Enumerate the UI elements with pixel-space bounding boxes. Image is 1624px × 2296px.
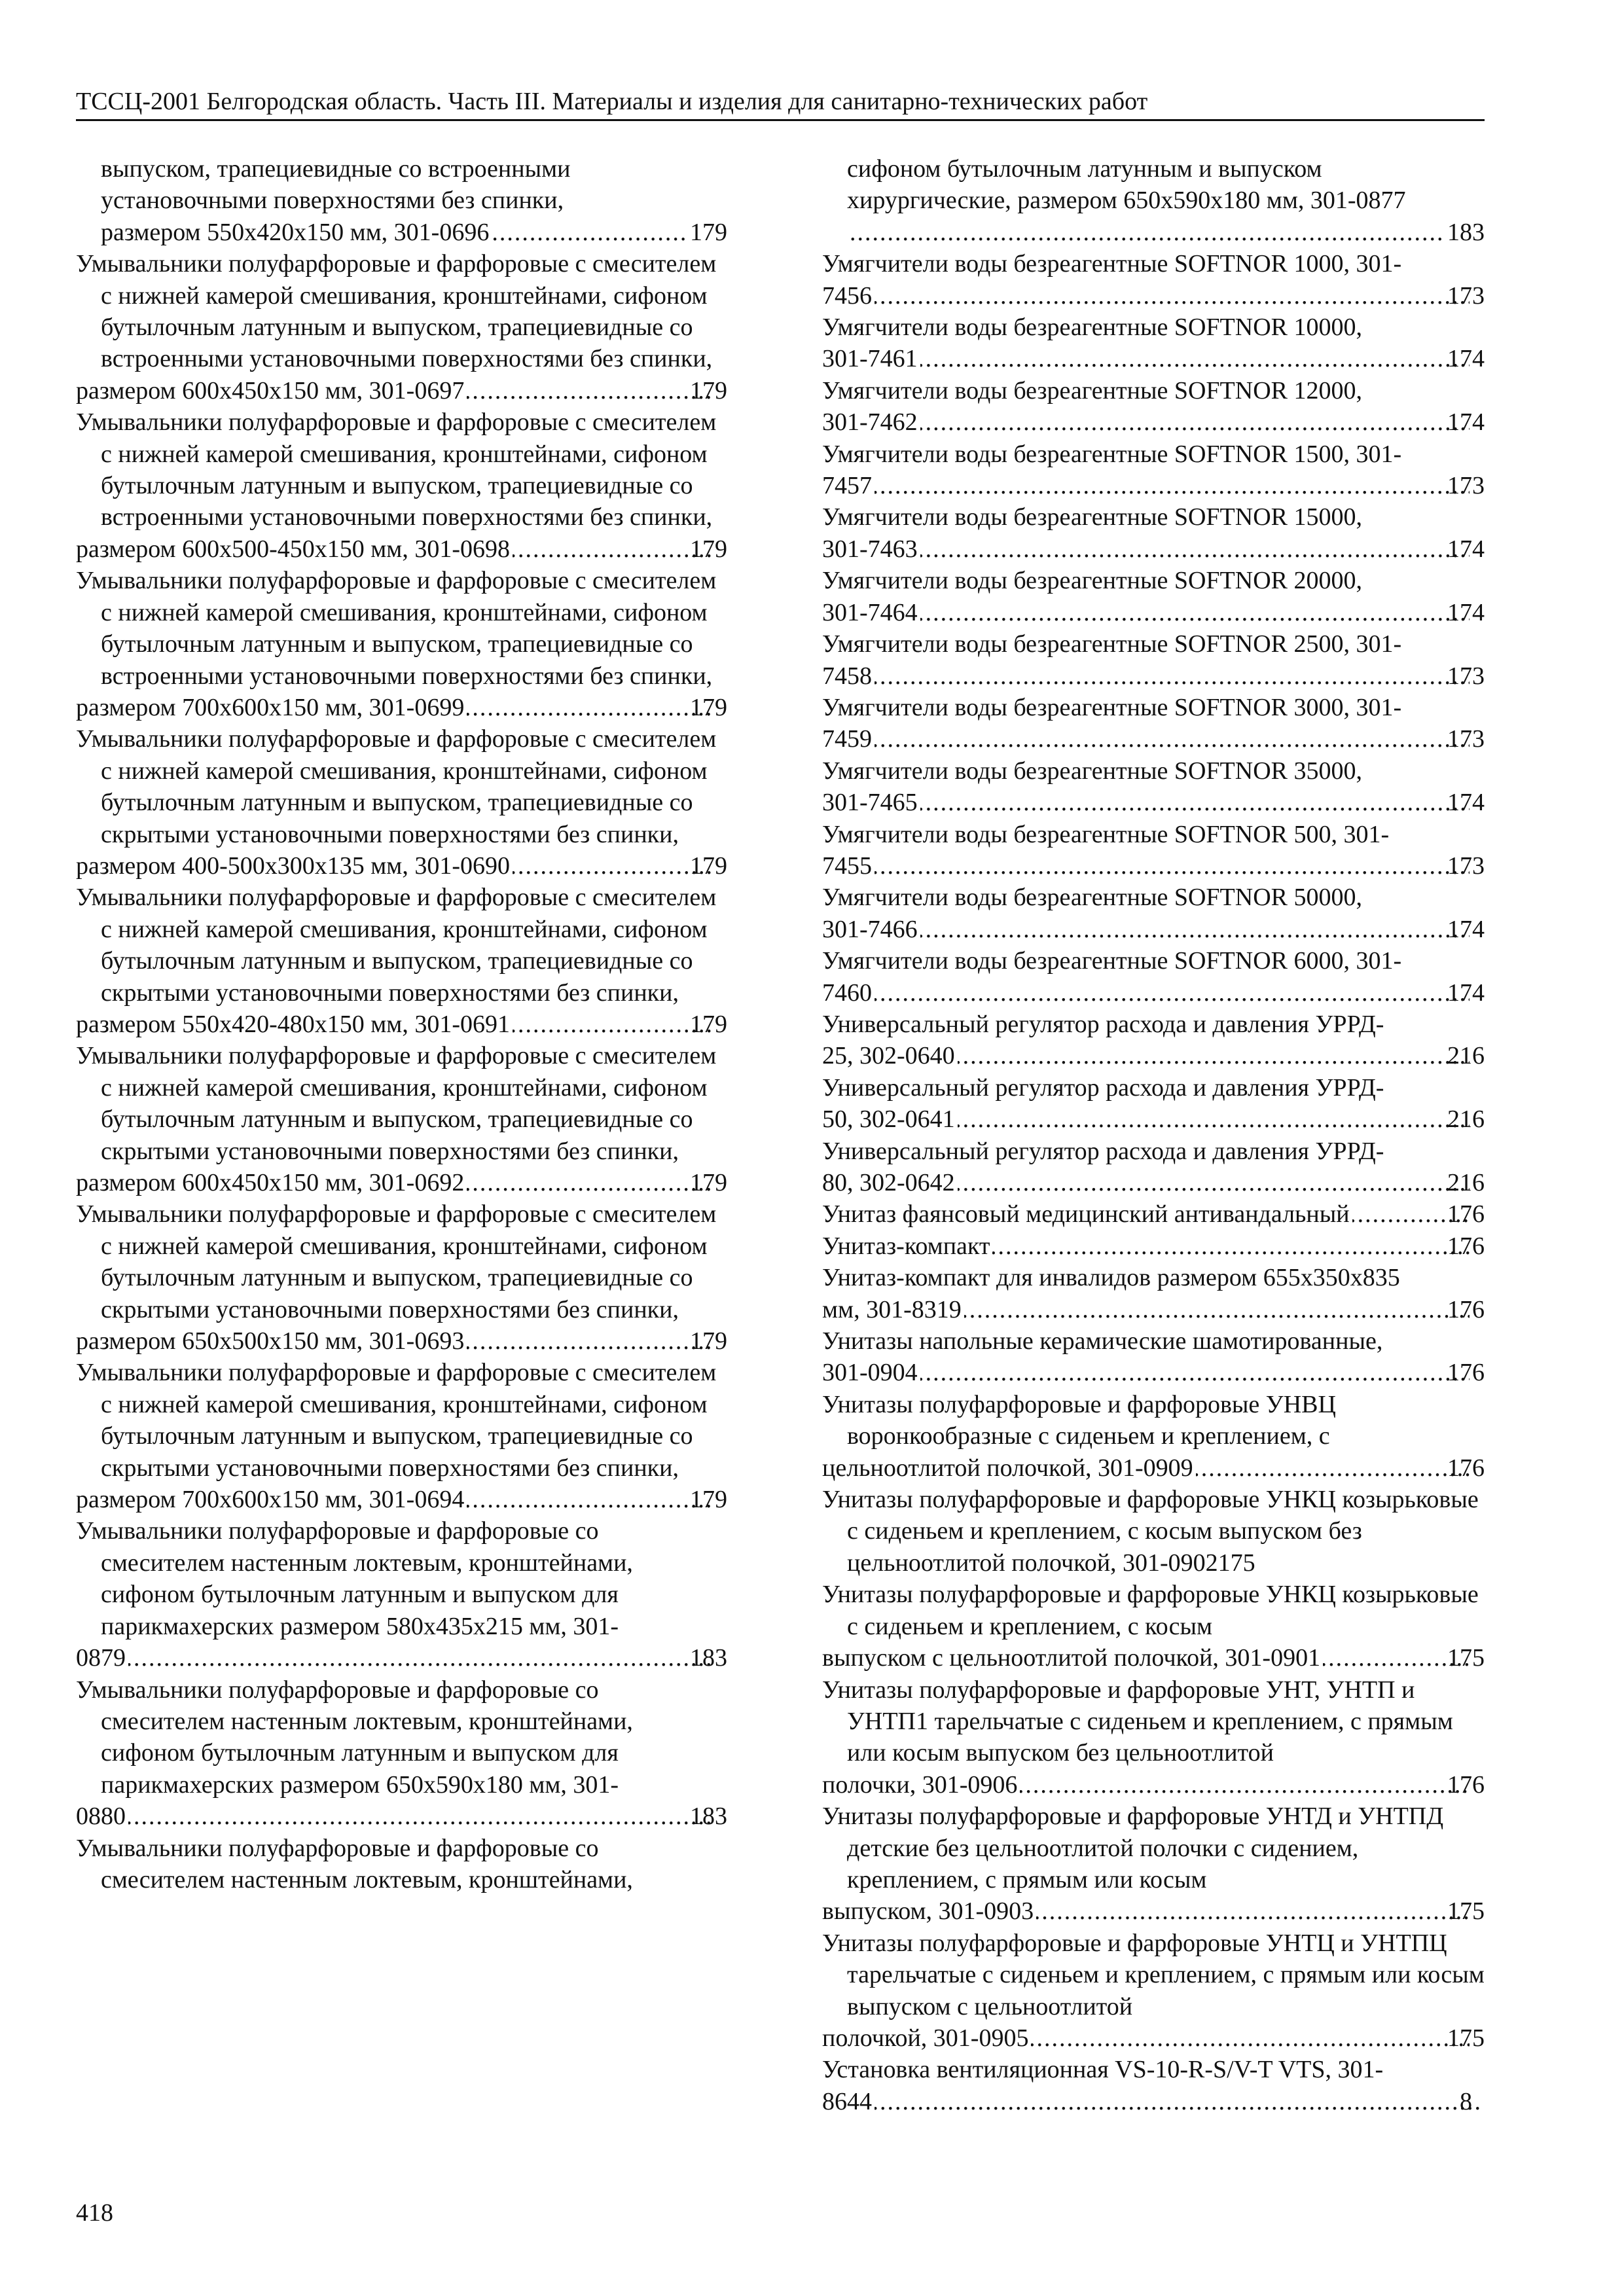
- dot-leader: [492, 217, 687, 248]
- index-entry-leader-line: [822, 914, 1485, 945]
- index-entry-leader-line: [822, 850, 1485, 882]
- dot-leader: [513, 1009, 712, 1040]
- index-entry-leader-line: [822, 1642, 1485, 1674]
- index-entry-page-ref: 216: [1447, 1169, 1485, 1196]
- index-entry-page-ref: 173: [1447, 662, 1485, 690]
- index-entry-text: Умывальники полуфарфоровые и фарфоровые с смесителем с нижней камерой смешивания, кронштейнами, сифоном бутылочным латунным и выпуском, трапециевидные со скрытыми установочными поверхностями без спинки,: [76, 725, 717, 848]
- page-header: ТССЦ-2001 Белгородская область. Часть III. Материалы и изделия для санитарно-технических работ: [76, 88, 1148, 115]
- dot-leader: [964, 1294, 1470, 1325]
- index-entry: [822, 1136, 1485, 1199]
- index-entry-leader-line: [822, 1769, 1485, 1801]
- index-entry-text: Унитазы напольные керамические шамотированные,: [822, 1327, 1383, 1355]
- index-entry: [822, 1801, 1485, 1928]
- index-entry-page-ref: 176: [1447, 1295, 1485, 1323]
- index-entry-leader-line: [822, 1230, 1485, 1262]
- dot-leader: [467, 1484, 712, 1515]
- index-entry-text: Умывальники полуфарфоровые и фарфоровые со смесителем настенным локтевым, кронштейнами, сифоном бутылочным латунным и выпуском для парикмахерских размером 650х590х180 мм, 301-: [76, 1676, 633, 1799]
- index-entry-leader-line: [822, 406, 1485, 438]
- index-entry-leader-line: [76, 850, 727, 882]
- index-entry-last-line: полочкой, 301-0905: [822, 2024, 1029, 2052]
- index-entry-last-line: Унитаз фаянсовый медицинский антивандальный: [822, 1200, 1350, 1229]
- index-entry-text: Универсальный регулятор расхода и давления УРРД-: [822, 1137, 1384, 1165]
- index-entry: [822, 501, 1485, 565]
- index-entry-text: Установка вентиляционная VS-10-R-S/V-T VTS, 301-: [822, 2056, 1384, 2084]
- index-entry: [822, 1262, 1485, 1325]
- index-entry: [822, 1230, 1485, 1262]
- index-entry-page-ref: 174: [1447, 915, 1485, 943]
- index-entry-page-ref: 174: [1447, 598, 1485, 626]
- index-entry-last-line: размером 600х450х150 мм, 301-0697: [76, 376, 465, 404]
- index-entry-text: Умягчители воды безреагентные SOFTNOR 50000,: [822, 884, 1362, 912]
- index-entry-last-line: 7458: [822, 662, 872, 690]
- index-entry-leader-line: [822, 787, 1485, 818]
- index-entry-leader-line: 8644 ..... 8: [847, 2086, 1485, 2117]
- index-entry-page-ref: 173: [1447, 472, 1485, 500]
- index-entry-page-ref: 179: [690, 1486, 727, 1514]
- index-entry-last-line: размером 600х500-450х150 мм, 301-0698: [76, 535, 510, 563]
- page-number: 418: [76, 2199, 113, 2227]
- index-entry-text: Умягчители воды безреагентные SOFTNOR 12000,: [822, 376, 1362, 404]
- dot-leader: [850, 217, 1445, 248]
- index-entry-page-ref: 179: [690, 693, 727, 721]
- index-entry-text: Умывальники полуфарфоровые и фарфоровые со смесителем настенным локтевым, кронштейнами, сифоном бутылочным латунным и выпуском для парикмахерских размером 580х435х215 мм, 301-: [76, 1517, 633, 1640]
- index-entry-leader-line: [822, 343, 1485, 374]
- index-entry-text: Унитазы полуфарфоровые и фарфоровые УНТД и УНТПД детские без цельноотлитой полочки с сидением, креплением, с прямым или косым: [822, 1803, 1444, 1893]
- index-entry-page-ref: 174: [1447, 408, 1485, 437]
- index-entry: [822, 375, 1485, 439]
- index-entry: [822, 1579, 1485, 1674]
- index-entry-page-ref: 174: [1447, 345, 1485, 373]
- dot-leader: [920, 1357, 1470, 1388]
- index-entry-text: Умывальники полуфарфоровые и фарфоровые со смесителем настенным локтевым, кронштейнами,: [76, 1834, 633, 1893]
- index-entry-leader-line: [822, 1040, 1485, 1071]
- index-entry: [822, 1389, 1485, 1484]
- index-entry-page-ref: 179: [690, 1169, 727, 1196]
- dot-leader: [875, 470, 1470, 501]
- index-entry-page-ref: 183: [1447, 218, 1485, 246]
- dot-leader: [958, 1167, 1470, 1198]
- index-entry: [76, 882, 727, 1040]
- index-entry-page-ref: 174: [1447, 789, 1485, 817]
- dot-leader: [920, 597, 1470, 628]
- index-entry-last-line: Унитаз-компакт: [822, 1232, 990, 1260]
- dot-leader: [467, 692, 712, 723]
- dot-leader: [920, 343, 1470, 374]
- index-entry: [76, 1833, 727, 1896]
- index-entry: [822, 1484, 1485, 1579]
- dot-leader: [467, 1325, 712, 1357]
- index-entry-last-line: 301-7464: [822, 598, 918, 626]
- index-entry: [76, 1357, 727, 1515]
- index-entry: [822, 2054, 1485, 2117]
- index-entry: [822, 1325, 1485, 1389]
- index-entry-last-line: 80, 302-0642: [822, 1169, 955, 1196]
- index-entry-leader-line: [822, 660, 1485, 692]
- index-entry-last-line: 301-0904: [822, 1359, 918, 1387]
- dot-leader: [920, 406, 1470, 438]
- dot-leader: [128, 1801, 712, 1832]
- index-entry-page-ref: 216: [1447, 1105, 1485, 1134]
- index-entry-leader-line: [822, 977, 1485, 1009]
- index-entry-page-ref: 179: [690, 1327, 727, 1355]
- index-entry-page-ref: 173: [1447, 281, 1485, 310]
- index-entry-text: Умягчители воды безреагентные SOFTNOR 35000,: [822, 757, 1362, 785]
- index-entry-text: Умывальники полуфарфоровые и фарфоровые с смесителем с нижней камерой смешивания, кронштейнами, сифоном бутылочным латунным и выпуском, трапециевидные со встроенными установочными поверхностями без спинки,: [76, 250, 717, 373]
- dot-leader: [958, 1103, 1470, 1135]
- dot-leader: [992, 1230, 1470, 1262]
- index-entry-text: Унитазы полуфарфоровые и фарфоровые УНТ, УНТП и УНТП1 тарельчатые с сиденьем и креплением, с прямым или косым выпуском без цельноотлитой: [822, 1676, 1453, 1767]
- header-rule: [76, 119, 1485, 121]
- index-entry-last-line: 301-7463: [822, 535, 918, 563]
- index-entry-text: Универсальный регулятор расхода и давления УРРД-: [822, 1073, 1384, 1102]
- dot-leader: [875, 280, 1470, 312]
- index-entry-leader-line: [822, 280, 1485, 312]
- dot-leader: [875, 660, 1470, 692]
- index-entry-leader-line: [76, 375, 727, 406]
- index-entry-leader-line: [76, 1167, 727, 1198]
- index-entry-leader-line: [822, 1294, 1485, 1325]
- index-entry: [76, 1674, 727, 1833]
- index-entry-last-line: 25, 302-0640: [822, 1042, 955, 1070]
- index-entry-text: Унитазы полуфарфоровые и фарфоровые УНВЦ воронкообразные с сиденьем и креплением, с: [822, 1390, 1336, 1450]
- index-entry-leader-line: [76, 1009, 727, 1040]
- index-entry-last-line: 7460: [822, 978, 872, 1007]
- index-entry-page-ref: 175: [1447, 2024, 1485, 2052]
- index-entry-leader-line: [822, 1103, 1485, 1135]
- index-entry-text: Умягчители воды безреагентные SOFTNOR 10000,: [822, 314, 1362, 342]
- index-entry-page-ref: 176: [1447, 1200, 1485, 1229]
- dot-leader: [1196, 1452, 1470, 1484]
- index-entry-last-line: 0879: [76, 1644, 126, 1672]
- index-entry-page-ref: 176: [1447, 1454, 1485, 1482]
- index-entry-leader-line: [822, 2022, 1485, 2054]
- index-entry-page-ref: 175: [1447, 1644, 1485, 1672]
- index-entry-text: Умягчители воды безреагентные SOFTNOR 3000, 301-: [822, 693, 1402, 721]
- index-entry-leader-line: [76, 1325, 727, 1357]
- index-entry: [822, 1072, 1485, 1136]
- index-entry-last-line: размером 550х420-480х150 мм, 301-0691: [76, 1010, 510, 1038]
- index-entry-page-ref: 216: [1447, 1042, 1485, 1070]
- index-entry-page-ref: 173: [1447, 852, 1485, 880]
- index-entry: [822, 248, 1485, 312]
- index-entry: [76, 1040, 727, 1198]
- index-entry-last-line: выпуском с цельноотлитой полочкой, 301-0901: [822, 1644, 1321, 1672]
- index-entry-last-line: 7459: [822, 725, 872, 753]
- index-entry-text: Умягчители воды безреагентные SOFTNOR 20000,: [822, 567, 1362, 595]
- index-entry-text: Умягчители воды безреагентные SOFTNOR 1500, 301-: [822, 440, 1402, 468]
- dot-leader: [1020, 1769, 1470, 1801]
- index-entry: [76, 565, 727, 723]
- index-entry: [822, 312, 1485, 375]
- index-entry-last-line: 0880: [76, 1803, 126, 1831]
- index-entry: [76, 1515, 727, 1674]
- index-entry-last-line: размером 700х600х150 мм, 301-0694: [76, 1486, 465, 1514]
- dot-leader: [467, 375, 712, 406]
- index-entry-leader-line: [822, 1198, 1485, 1230]
- dot-leader: [875, 977, 1470, 1009]
- index-entry-page-ref: 176: [1447, 1359, 1485, 1387]
- index-entry-page-ref: 173: [1447, 725, 1485, 753]
- index-entry-text: Унитазы полуфарфоровые и фарфоровые УНТЦ и УНТПЦ тарельчатые с сиденьем и креплением, с прямым или косым выпуском с цельноотлитой: [822, 1929, 1485, 2020]
- index-entry-last-line: размером 600х450х150 мм, 301-0692: [76, 1169, 465, 1196]
- index-entry-page-ref: 179: [690, 376, 727, 404]
- index-entry-text: Умывальники полуфарфоровые и фарфоровые с смесителем с нижней камерой смешивания, кронштейнами, сифоном бутылочным латунным и выпуском, трапециевидные со скрытыми установочными поверхностями без спинки,: [76, 1042, 717, 1165]
- index-entry-leader-line: [76, 533, 727, 565]
- index-entry: [822, 439, 1485, 502]
- index-entry-last-line: размером 650х500х150 мм, 301-0693: [76, 1327, 465, 1355]
- index-entry: [76, 1198, 727, 1357]
- dot-leader: [875, 2086, 1482, 2117]
- index-entry: [822, 1674, 1485, 1801]
- index-entry: [822, 882, 1485, 945]
- index-entry: [76, 723, 727, 882]
- index-entry: [822, 565, 1485, 628]
- index-entry-text: Унитаз-компакт для инвалидов размером 655х350х835: [822, 1264, 1400, 1292]
- index-entry-page-ref: 179: [690, 1010, 727, 1038]
- dot-leader: [513, 533, 712, 565]
- index-entry-leader-line: [847, 217, 1485, 248]
- index-entry-text: Унитазы полуфарфоровые и фарфоровые УНКЦ козырьковые с сиденьем и креплением, с косым выпуском без цельноотлитой полочкой, 301-0902175: [822, 1486, 1479, 1577]
- dot-leader: [920, 533, 1470, 565]
- index-entry-last-line: цельноотлитой полочкой, 301-0909: [822, 1454, 1193, 1482]
- dot-leader: [875, 850, 1470, 882]
- dot-leader: [875, 723, 1470, 755]
- dot-leader: [1036, 1895, 1470, 1927]
- index-entry: [76, 153, 727, 248]
- index-entry: [822, 755, 1485, 819]
- index-entry-last-line: 8644: [822, 2087, 872, 2115]
- dot-leader: [920, 787, 1470, 818]
- index-entry-text: Умягчители воды безреагентные SOFTNOR 1000, 301-: [822, 250, 1402, 278]
- index-entry: [822, 1009, 1485, 1072]
- index-entry: [822, 819, 1485, 882]
- index-entry-text: Умывальники полуфарфоровые и фарфоровые с смесителем с нижней камерой смешивания, кронштейнами, сифоном бутылочным латунным и выпуском, трапециевидные со встроенными установочными поверхностями без спинки,: [76, 408, 717, 531]
- index-entry-leader-line: [822, 533, 1485, 565]
- index-entry-last-line: 301-7461: [822, 345, 918, 373]
- index-entry-leader-line: [822, 1895, 1485, 1927]
- index-entry-page-ref: 183: [690, 1803, 727, 1831]
- dot-leader: [920, 914, 1470, 945]
- index-entry-last-line: 7456: [822, 281, 872, 310]
- index-entry-last-line: мм, 301-8319: [822, 1295, 962, 1323]
- index-entry-page-ref: 183: [690, 1644, 727, 1672]
- index-entry-last-line: 7457: [822, 472, 872, 500]
- index-entry-last-line: полочки, 301-0906: [822, 1770, 1018, 1799]
- index-entry-page-ref: 174: [1447, 535, 1485, 563]
- dot-leader: [958, 1040, 1470, 1071]
- index-entry-page-ref: 174: [1447, 978, 1485, 1007]
- index-entry-text: Унитазы полуфарфоровые и фарфоровые УНКЦ козырьковые с сиденьем и креплением, с косым: [822, 1581, 1479, 1640]
- index-entry-leader-line: [76, 1642, 727, 1674]
- index-entry-page-ref: 179: [690, 535, 727, 563]
- index-entry-last-line: размером 700х600х150 мм, 301-0699: [76, 693, 465, 721]
- index-entry-page-ref: 179: [690, 852, 727, 880]
- index-entry-last-line: 301-7465: [822, 789, 918, 817]
- index-entry-leader-line: [76, 692, 727, 723]
- index-entry: [822, 628, 1485, 692]
- index-entry-text: Умягчители воды безреагентные SOFTNOR 500, 301-: [822, 820, 1390, 848]
- index-entry-page-ref: 176: [1447, 1770, 1485, 1799]
- index-entry-leader-line: [822, 1167, 1485, 1198]
- index-entry-leader-line: [76, 1801, 727, 1832]
- index-entry-leader-line: [822, 1452, 1485, 1484]
- dot-leader: [1031, 2022, 1470, 2054]
- index-entry-text: Умягчители воды безреагентные SOFTNOR 15000,: [822, 503, 1362, 531]
- index-entry-leader-line: [822, 470, 1485, 501]
- index-entry-text: Универсальный регулятор расхода и давления УРРД-: [822, 1010, 1384, 1038]
- dot-leader: [128, 1642, 712, 1674]
- index-entry-page-ref: 175: [1447, 1897, 1485, 1926]
- index-entry: [822, 692, 1485, 755]
- index-entry-page-ref: 179: [690, 218, 727, 246]
- index-entry-last-line: размером 550х420х150 мм, 301-0696: [101, 218, 490, 246]
- index-entry-page-ref: 176: [1447, 1232, 1485, 1260]
- index-entry: [822, 1198, 1485, 1230]
- index-entry-last-line: выпуском, 301-0903: [822, 1897, 1034, 1926]
- index-entry-last-line: 301-7466: [822, 915, 918, 943]
- dot-leader: [513, 850, 712, 882]
- index-entry: [76, 248, 727, 406]
- index-entry-last-line: 7455: [822, 852, 872, 880]
- index-entry-text: Умягчители воды безреагентные SOFTNOR 2500, 301-: [822, 630, 1402, 658]
- index-entry: [76, 406, 727, 565]
- index-entry-leader-line: [822, 723, 1485, 755]
- index-entry-last-line: размером 400-500х300х135 мм, 301-0690: [76, 852, 510, 880]
- index-entry-text: Умывальники полуфарфоровые и фарфоровые с смесителем с нижней камерой смешивания, кронштейнами, сифоном бутылочным латунным и выпуском, трапециевидные со встроенными установочными поверхностями без спинки,: [76, 567, 717, 690]
- index-entry-leader-line: [822, 1357, 1485, 1388]
- index-entry-leader-line: [822, 597, 1485, 628]
- index-entry-text: Умывальники полуфарфоровые и фарфоровые с смесителем с нижней камерой смешивания, кронштейнами, сифоном бутылочным латунным и выпуском, трапециевидные со скрытыми установочными поверхностями без спинки,: [76, 1200, 717, 1323]
- index-entry-last-line: 301-7462: [822, 408, 918, 437]
- index-entry-leader-line: [76, 1484, 727, 1515]
- index-entry-last-line: 50, 302-0641: [822, 1105, 955, 1134]
- index-entry: [822, 1928, 1485, 2054]
- index-entry-text: сифоном бутылочным латунным и выпуском хирургические, размером 650х590х180 мм, 301-0877: [847, 155, 1406, 215]
- index-entry-text: Умывальники полуфарфоровые и фарфоровые с смесителем с нижней камерой смешивания, кронштейнами, сифоном бутылочным латунным и выпуском, трапециевидные со скрытыми установочными поверхностями без спинки,: [76, 884, 717, 1007]
- index-column-right: [822, 153, 1485, 2117]
- index-column-left: [76, 153, 727, 1895]
- index-entry-text: Умягчители воды безреагентные SOFTNOR 6000, 301-: [822, 947, 1402, 975]
- index-entry-text: выпуском, трапециевидные со встроенными установочными поверхностями без спинки,: [101, 155, 571, 215]
- index-entry: [822, 945, 1485, 1009]
- index-entry-leader-line: [101, 217, 727, 248]
- index-entry-text: Умывальники полуфарфоровые и фарфоровые с смесителем с нижней камерой смешивания, кронштейнами, сифоном бутылочным латунным и выпуском, трапециевидные со скрытыми установочными поверхностями без спинки,: [76, 1359, 717, 1482]
- index-entry: [822, 153, 1485, 248]
- dot-leader: [467, 1167, 712, 1198]
